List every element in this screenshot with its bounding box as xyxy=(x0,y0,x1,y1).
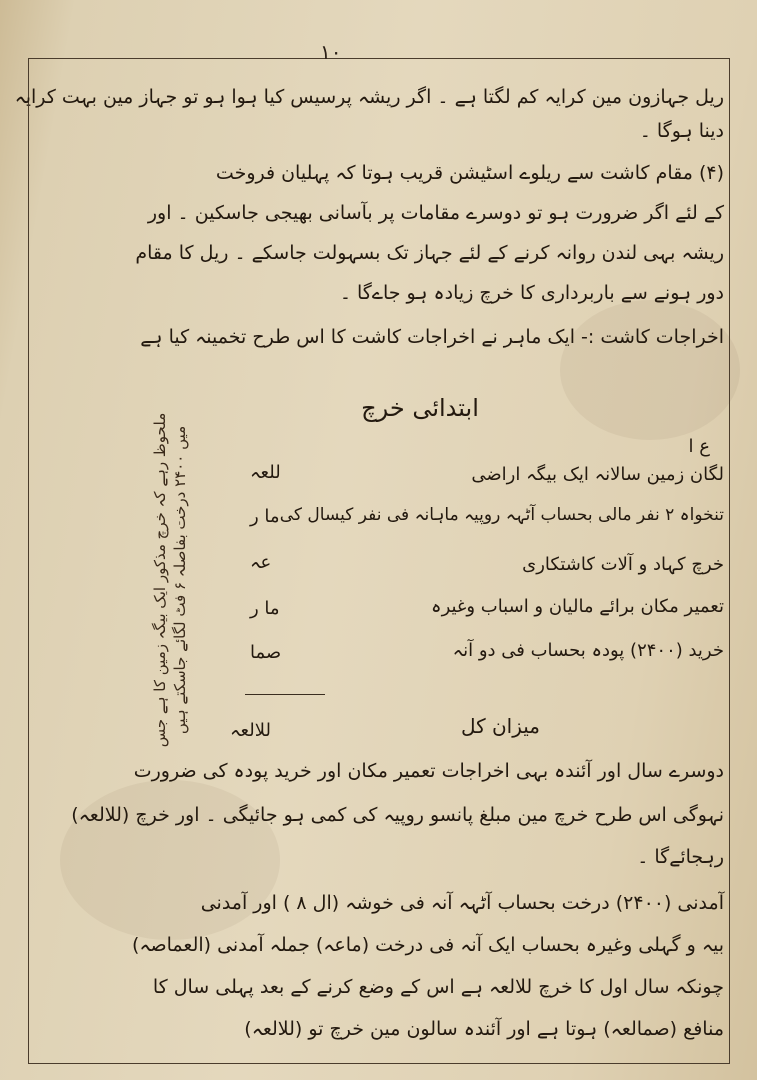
text-line: دینا ہوگا ۔ xyxy=(639,120,724,142)
expense-item-amount: ما ر xyxy=(250,598,280,619)
text-line: ریشہ بہی لندن روانہ کرنے کے لئے جہاز تک بسہولت جاسکے ۔ ریل کا مقام xyxy=(135,242,724,264)
expense-item-label: لگان زمین سالانہ ایک بیگہ اراضی xyxy=(471,464,724,485)
expense-item-amount: عہ xyxy=(250,552,272,573)
text-line: دوسرے سال اور آئندہ بہی اخراجات تعمیر مکان اور خرید پودہ کی ضرورت xyxy=(133,760,724,782)
currency-marker: ع ا xyxy=(688,436,710,457)
text-line: دور ہونے سے باربرداری کا خرچ زیادہ ہو جاےگا ۔ xyxy=(339,282,724,304)
text-line: کے لئے اگر ضرورت ہو تو دوسرے مقامات پر بآسانی بھیجی جاسکین ۔ اور xyxy=(147,202,724,224)
total-label: میزان کل xyxy=(460,714,540,738)
text-line: منافع (صمالعہ) ہوتا ہے اور آئندہ سالون مین خرچ تو (للالعہ) xyxy=(244,1018,724,1040)
expense-item-amount: ما ر xyxy=(250,506,280,527)
expense-item-amount: صما xyxy=(250,642,282,663)
text-line: (۴) مقام کاشت سے ریلوے اسٹیشن قریب ہوتا کہ پہلیان فروخت xyxy=(215,162,724,184)
side-note-text: ملحوظ رہے کہ خرچ مذکور ایک بیگہ زمین کا ہے جس میں ۲۴۰۰ درخت بفاصلہ ۶ فٹ لگائے جاسکتے ہیں xyxy=(151,412,189,748)
expense-item-label: تعمیر مکان برائے مالیان و اسباب وغیرہ xyxy=(431,596,724,617)
side-note xyxy=(120,400,220,760)
expense-item-label: تنخواہ ۲ نفر مالی بحساب آٹہہ روپیہ ماہانہ فی نفر کیسال کی xyxy=(279,505,724,525)
text-line: اخراجات کاشت :- ایک ماہر نے اخراجات کاشت کا اس طرح تخمینہ کیا ہے xyxy=(140,326,724,348)
expense-item-label: خرید (۲۴۰۰) پودہ بحساب فی دو آنہ xyxy=(452,640,724,661)
text-line: آمدنی (۲۴۰۰) درخت بحساب آٹہہ آنہ فی خوشہ (ال ۸ ) اور آمدنی xyxy=(200,892,724,914)
text-line: ریل جہازون مین کرایہ کم لگتا ہے ۔ اگر ریشہ پرسیس کیا ہوا ہو تو جہاز مین بہت کرایہ xyxy=(14,86,724,108)
expense-item-amount: للعہ xyxy=(250,462,281,483)
text-line: رہجائےگا ۔ xyxy=(637,846,724,868)
page-number: ۱۰ xyxy=(320,40,342,64)
section-heading: ابتدائی خرچ xyxy=(361,394,479,422)
expense-item-label: خرچ کہاد و آلات کاشتکاری xyxy=(522,554,724,575)
text-line: چونکہ سال اول کا خرچ للالعہ ہے اس کے وضع کرنے کے بعد پہلی سال کا xyxy=(152,976,724,998)
text-line: نہوگی اس طرح خرچ مین مبلغ پانسو روپیہ کی کمی ہو جائیگی ۔ اور خرچ (للالعہ) xyxy=(71,804,724,826)
text-line: بیہ و گہلی وغیرہ بحساب ایک آنہ فی درخت (ماعہ) جملہ آمدنی (العماصہ) xyxy=(131,934,724,956)
sum-rule xyxy=(245,694,325,695)
total-amount: للالعہ xyxy=(230,720,271,741)
